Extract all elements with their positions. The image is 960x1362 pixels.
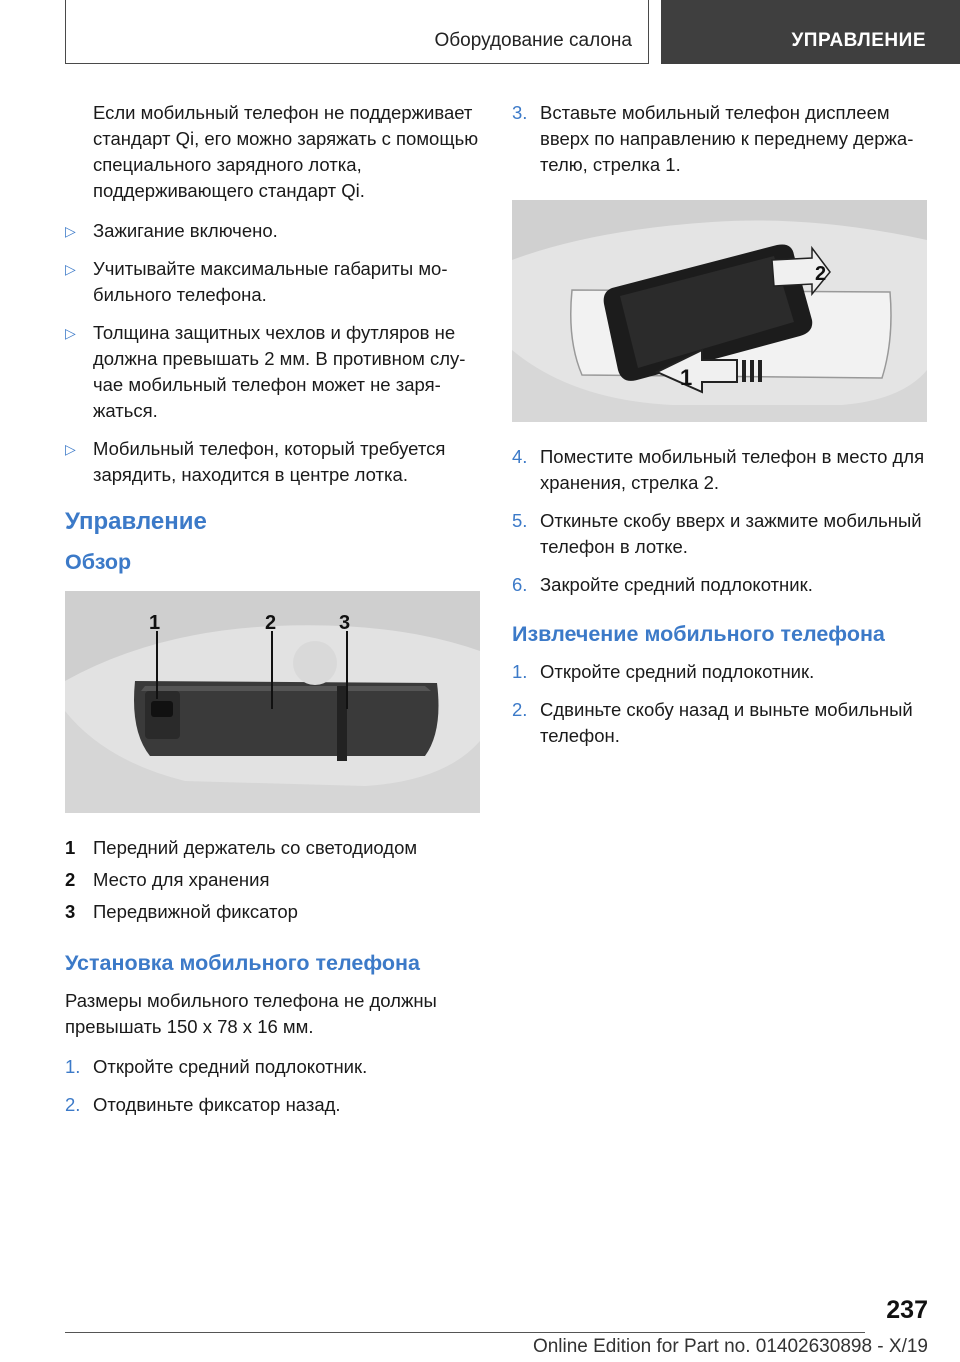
figure-callout-1: 1 — [149, 612, 161, 634]
step-text: Вставьте мобильный телефон дисплеем вверх по направлению к переднему держателю, стрелка 1. — [540, 102, 914, 175]
overview-title: Обзор — [65, 550, 132, 574]
legend-number: 1 — [65, 837, 76, 858]
section-title: Управление — [65, 508, 207, 535]
header-chapter-title: УПРАВЛЕНИЕ — [791, 30, 926, 51]
install-step — [512, 572, 932, 598]
right-column — [512, 100, 932, 761]
bullet-item — [65, 256, 485, 308]
step-text: Откройте средний подлокотник. — [93, 1056, 368, 1077]
removal-step — [512, 659, 932, 685]
step-text: Откиньте скобу вверх и зажмите мобильный телефон в лотке. — [540, 510, 922, 557]
figure-callout-1: 1 — [680, 365, 693, 390]
legend-text: Передвижной фиксатор — [93, 901, 298, 922]
figure-callout-2: 2 — [815, 263, 827, 285]
bullet-text: Толщина защитных чехлов и футляров не должна превышать 2 мм. В противном случае мобильный телефон может не заряжаться. — [93, 322, 466, 421]
figure-callout-3: 3 — [339, 612, 351, 634]
step-text: Сдвиньте скобу назад и выньте мобильный телефон. — [540, 699, 913, 746]
header-section-tab — [65, 0, 649, 64]
step-number: 2. — [512, 699, 528, 720]
intro-paragraph: Если мобильный телефон не поддерживает стандарт Qi, его можно заряжать с помощью специального зарядного лотка, поддерживающего стандарт Qi. — [93, 102, 479, 201]
install-step — [65, 1092, 485, 1118]
bullet-text: Учитывайте максимальные габариты мобильного телефона. — [93, 258, 448, 305]
step-number: 2. — [65, 1094, 81, 1115]
bullet-text: Мобильный телефон, который требуется зарядить, находится в центре лотка. — [93, 438, 446, 485]
legend-item — [65, 867, 485, 893]
bullet-item — [65, 320, 485, 424]
legend-number: 2 — [65, 869, 76, 890]
phone-insert-figure — [512, 200, 927, 422]
step-text: Откройте средний подлокотник. — [540, 661, 815, 682]
bullet-item — [65, 436, 485, 488]
step-number: 1. — [65, 1056, 81, 1077]
step-text: Отодвиньте фиксатор назад. — [93, 1094, 341, 1115]
header-chapter-tab — [661, 0, 960, 64]
legend-text: Передний держатель со светодиодом — [93, 837, 418, 858]
bullet-item — [65, 218, 485, 244]
legend-text: Место для хранения — [93, 869, 270, 890]
triangle-bullet-icon: ▷ — [65, 223, 76, 239]
install-step — [65, 1054, 485, 1080]
header-section-title: Оборудование салона — [434, 30, 632, 51]
install-step — [512, 100, 932, 178]
install-paragraph: Размеры мобильного телефона не должны превышать 150 x 78 x 16 мм. — [65, 990, 437, 1037]
bullet-text: Зажигание включено. — [93, 220, 278, 241]
legend-number: 3 — [65, 901, 76, 922]
install-step — [512, 444, 932, 496]
step-number: 4. — [512, 446, 528, 467]
install-title: Установка мобильного телефона — [65, 951, 420, 975]
step-number: 3. — [512, 102, 528, 123]
triangle-bullet-icon: ▷ — [65, 325, 76, 341]
step-text: Закройте средний подлокотник. — [540, 574, 813, 595]
legend-item — [65, 899, 485, 925]
step-number: 1. — [512, 661, 528, 682]
footer-divider — [65, 1332, 865, 1333]
triangle-bullet-icon: ▷ — [65, 441, 76, 457]
step-number: 5. — [512, 510, 528, 531]
overview-figure — [65, 591, 480, 813]
page-number: 237 — [886, 1296, 928, 1324]
figure-callout-2: 2 — [265, 612, 277, 634]
removal-step — [512, 697, 932, 749]
removal-title: Извлечение мобильного телефона — [512, 622, 885, 646]
install-step — [512, 508, 932, 560]
step-text: Поместите мобильный телефон в место для хранения, стрелка 2. — [540, 446, 925, 493]
legend-item — [65, 835, 485, 861]
edition-note: Online Edition for Part no. 01402630898 - X/19 — [532, 1336, 928, 1357]
step-number: 6. — [512, 574, 528, 595]
triangle-bullet-icon: ▷ — [65, 261, 76, 277]
left-column — [65, 100, 485, 1130]
